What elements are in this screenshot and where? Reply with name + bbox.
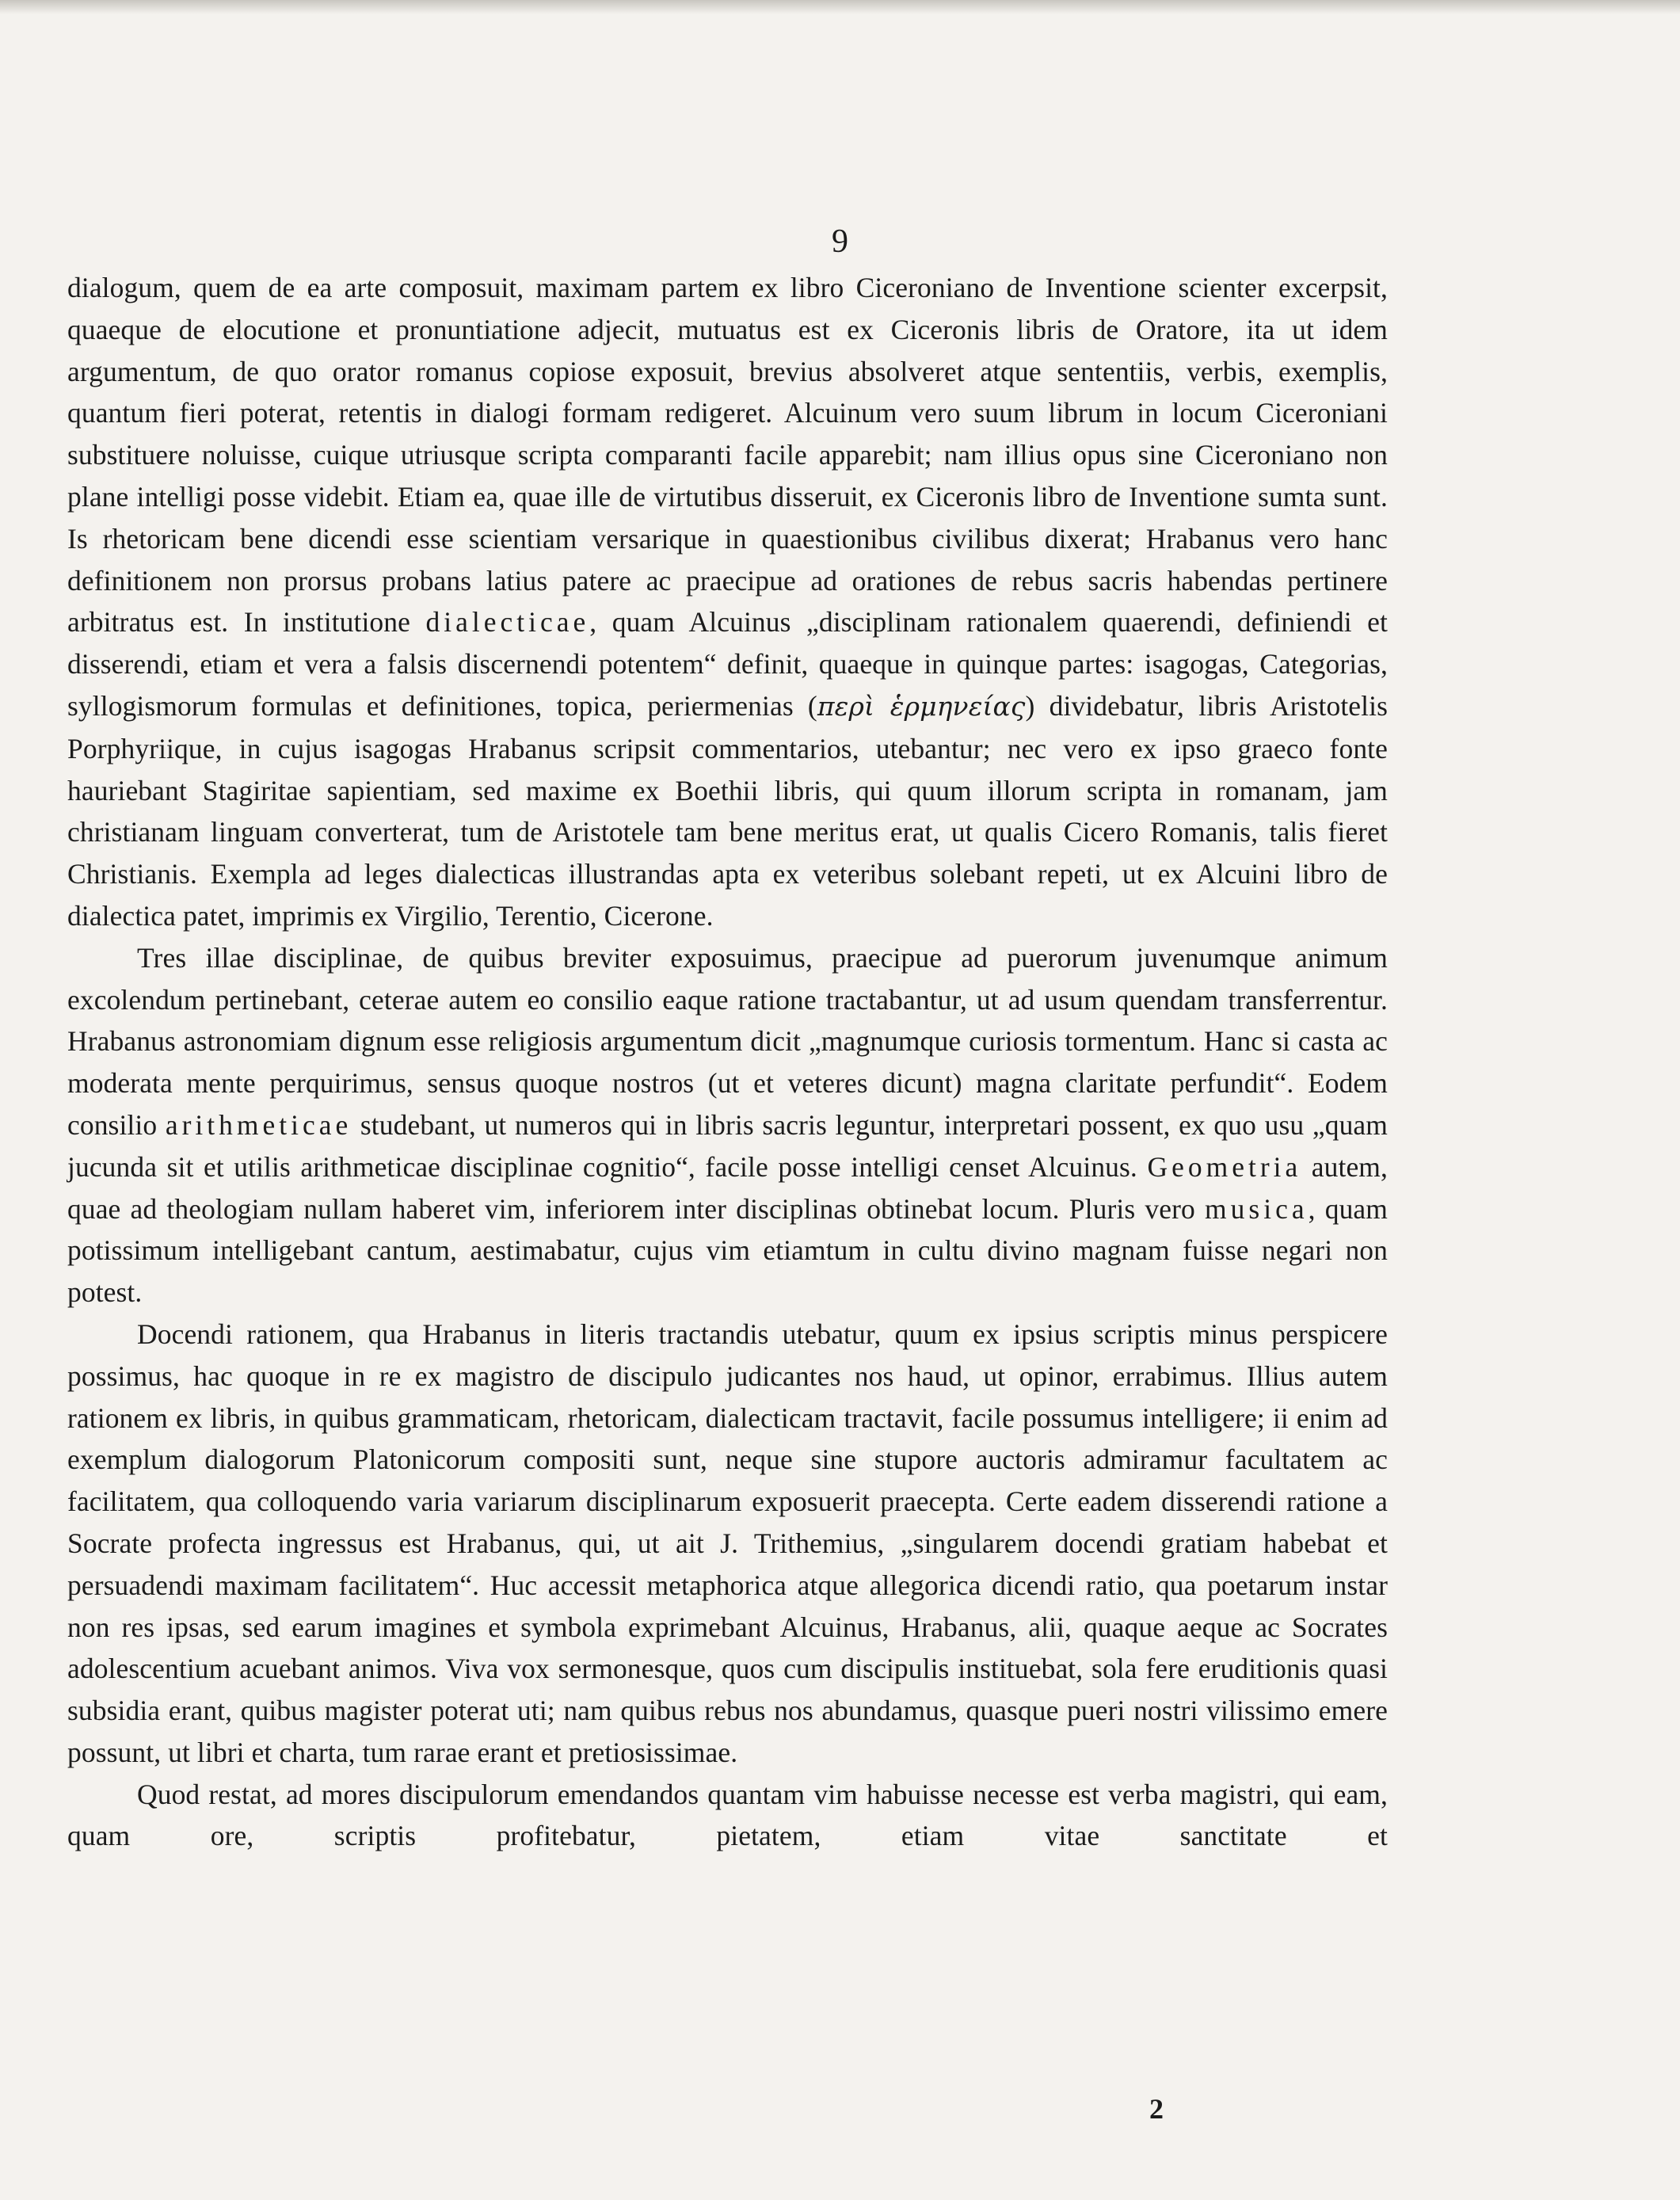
emphasized-term: dialecticae: [425, 606, 590, 639]
emphasized-term: arithmeticae: [165, 1108, 352, 1141]
paragraph: [67, 937, 1388, 1314]
emphasized-term: Geometria: [1147, 1150, 1302, 1183]
text-run: ) dividebatur, libris Aristotelis Porphyriique, in cujus isagogas Hrabanus scripsit commentarios, utebantur; nec vero ex ipso graeco fonte hauriebant Stagiritae sapientiam, sed maxime ex Boethii libris, qui quum illorum scripta in romanam, jam christianam linguam converterat, tum de Aristotele tam bene meritus erat, ut qualis Cicero Romanis, talis fieret Christianis. Exempla ad leges dialecticas illustrandas apta ex veteribus solebant repeti, ut ex Alcuini libro de dialectica patet, imprimis ex Virgilio, Terentio, Cicerone.: [67, 689, 1388, 932]
text-run: , quam Alcuinus „disciplinam rationalem quaerendi, definiendi et disserendi, etiam et vera a falsis discernendi potentem“ definit, quaeque in quinque partes: isagogas, Categorias, syllogismorum formulas et definitiones, topica, periermenias (: [67, 606, 1388, 722]
text-run: studebant, ut numeros qui in libris sacris leguntur, interpretari possent, ex quo usu „quam jucunda sit et utilis arithmeticae disciplinae cognitio“, facile posse intelligi censet Alcuinus.: [67, 1108, 1388, 1183]
text-run: , quam potissimum intelligebant cantum, aestimabatur, cujus vim etiamtum in cultu divino magnam fuisse negari non potest.: [67, 1192, 1388, 1309]
page-top-shadow: [0, 0, 1680, 14]
text-run: Quod restat, ad mores discipulorum emendandos quantam vim habuisse necesse est verba magistri, qui eam, quam ore, scriptis profitebatur, pietatem, etiam vitae sanctitate et: [67, 1778, 1388, 1852]
body-text: [67, 267, 1388, 1857]
signature-mark: 2: [1149, 2093, 1164, 2125]
page-number: 9: [832, 223, 848, 260]
text-run: Tres illae disciplinae, de quibus breviter exposuimus, praecipue ad puerorum juvenumque animum excolendum pertinebant, ceterae autem eo consilio eaque ratione tractabantur, ut ad usum quendam transferrentur. Hrabanus astronomiam dignum esse religiosis argumentum dicit „magnumque curiosis tormentum. Hanc si casta ac moderata mente perquirimus, sensus quoque nostros (ut et veteres dicunt) magna claritate perfundit“. Eodem consilio: [67, 941, 1388, 1141]
paragraph: [67, 1314, 1388, 1774]
text-run: Docendi rationem, qua Hrabanus in literis tractandis utebatur, quum ex ipsius scriptis minus perspicere possimus, hac quoque in re ex magistro de discipulo judicantes nos haud, ut opinor, errabimus. Illius autem rationem ex libris, in quibus grammaticam, rhetoricam, dialecticam tractavit, facile possumus intelligere; ii enim ad exemplum dialogorum Platonicorum compositi sunt, neque sine stupore auctoris admiramur facultatem ac facilitatem, qua colloquendo varia variarum disciplinarum exposuerit praecepta. Certe eadem disserendi ratione a Socrate profecta ingressus est Hrabanus, qui, ut ait J. Trithemius, „singularem docendi gratiam habebat et persuadendi maximam facilitatem“. Huc accessit metaphorica atque allegorica dicendi ratio, qua poetarum instar non res ipsas, sed earum imagines et symbola exprimebant Alcuinus, Hrabanus, alii, quaque aeque ac Socrates adolescentium acuebant animos. Viva vox sermonesque, quos cum discipulis instituebat, sola fere eruditionis quasi subsidia erant, quibus magister poterat uti; nam quibus rebus nos abundamus, quasque pueri nostri vilissimo emere possunt, ut libri et charta, tum rarae erant et pretiosissimae.: [67, 1317, 1388, 1768]
emphasized-term: musica: [1205, 1192, 1309, 1225]
paragraph: [67, 1774, 1388, 1858]
text-run: dialogum, quem de ea arte composuit, maximam partem ex libro Ciceroniano de Inventione scienter excerpsit, quaeque de elocutione et pronuntiatione adjecit, mutuatus est ex Ciceronis libris de Oratore, ita ut idem argumentum, de quo orator romanus copiose exposuit, brevius absolveret atque sententiis, verbis, exemplis, quantum fieri poterat, retentis in dialogi formam redigeret. Alcuinum vero suum librum in locum Ciceroniani substituere noluisse, cuique utriusque scripta comparanti facile apparebit; nam illius opus sine Ciceroniano non plane intelligi posse videbit. Etiam ea, quae ille de virtutibus disseruit, ex Ciceronis libro de Inventione sumta sunt. Is rhetoricam bene dicendi esse scientiam versarique in quaestionibus civilibus dixerat; Hrabanus vero hanc definitionem non prorsus probans latius patere ac praecipue ad orationes de rebus sacris habendas pertinere arbitratus est. In institutione: [67, 272, 1388, 639]
text-run: autem, quae ad theologiam nullam haberet vim, inferiorem inter disciplinas obtinebat locum. Pluris vero: [67, 1150, 1388, 1225]
greek-term: περὶ ἑρμηνείας: [817, 690, 1026, 722]
paragraph: [67, 267, 1388, 937]
